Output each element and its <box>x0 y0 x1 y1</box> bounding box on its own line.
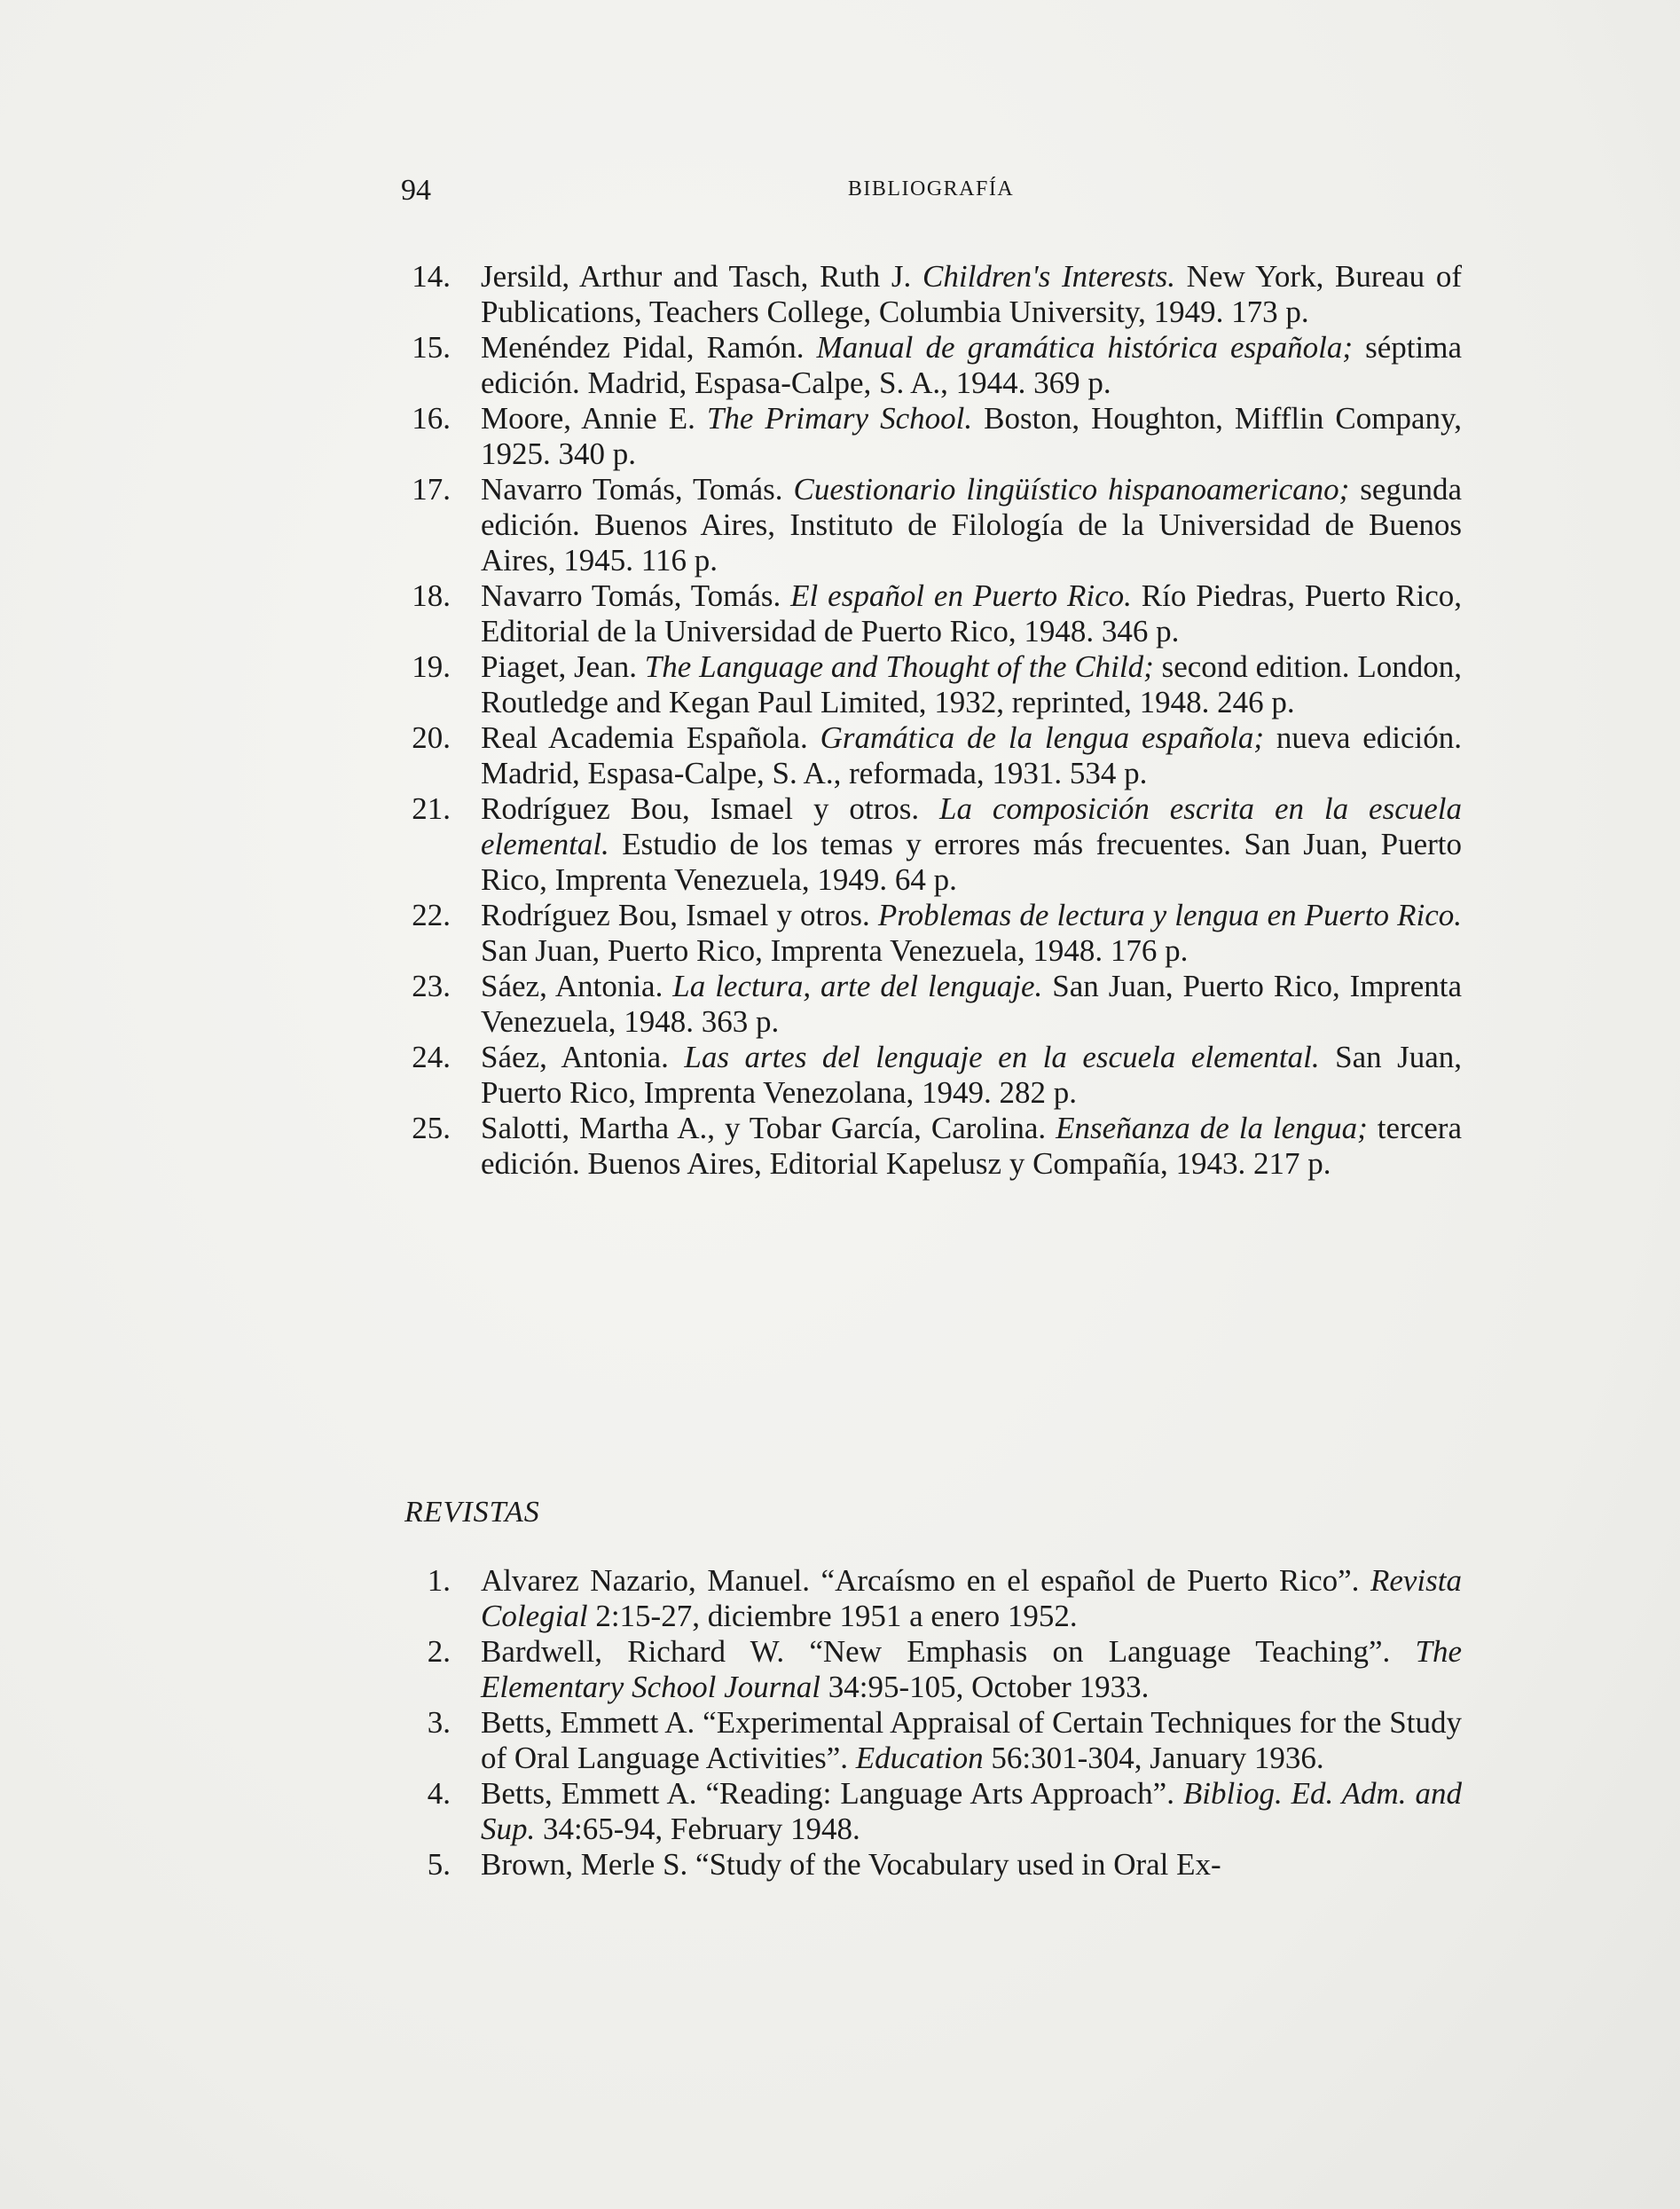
entry-author: Sáez, Antonia. <box>481 1040 685 1074</box>
bibliography-entry <box>404 791 1462 898</box>
entry-text <box>481 1847 1462 1883</box>
bibliography-entry <box>404 1634 1462 1705</box>
bibliography-entry <box>404 259 1462 330</box>
bibliography-entry <box>404 649 1462 720</box>
entry-author: Brown, Merle S. “Study of the Vocabulary used in Oral Ex- <box>481 1847 1221 1882</box>
bibliography-entry <box>404 720 1462 791</box>
entry-text <box>481 1040 1462 1111</box>
entry-publication: San Juan, Puerto Rico, Imprenta Venezuela, 1948. 363 p. <box>481 969 1462 1039</box>
entry-publication: San Juan, Puerto Rico, Imprenta Venezolana, 1949. 282 p. <box>481 1040 1463 1110</box>
entry-author: Sáez, Antonia. <box>481 969 673 1003</box>
entry-title: Education <box>855 1741 984 1775</box>
entry-text <box>481 1563 1462 1634</box>
entry-number: 2. <box>427 1634 451 1669</box>
bibliography-entry <box>404 401 1462 472</box>
entry-number: 16. <box>412 401 451 436</box>
bibliography-entry <box>404 898 1462 969</box>
revistas-heading: REVISTAS <box>404 1496 540 1529</box>
entry-publication: nueva edición. Madrid, Espasa-Calpe, S. A., reformada, 1931. 534 p. <box>481 720 1462 790</box>
entry-number: 18. <box>412 578 451 613</box>
entry-number: 22. <box>412 898 451 932</box>
entry-title: The Language and Thought of the Child; <box>644 649 1154 684</box>
entry-number: 14. <box>412 259 451 294</box>
entry-text <box>481 578 1462 649</box>
entry-publication: 2:15-27, diciembre 1951 a enero 1952. <box>587 1599 1078 1633</box>
entry-publication: 34:95-105, October 1933. <box>820 1670 1150 1704</box>
entry-publication: Río Piedras, Puerto Rico, Editorial de la Universidad de Puerto Rico, 1948. 346 p. <box>481 578 1462 649</box>
entry-title: The Elementary School Journal <box>481 1634 1462 1704</box>
entry-publication: Boston, Houghton, Mifflin Company, 1925. 340 p. <box>481 401 1462 471</box>
bibliography-entry <box>404 969 1462 1040</box>
entry-author: Bardwell, Richard W. “New Emphasis on Language Teaching”. <box>481 1634 1416 1669</box>
entry-text <box>481 898 1462 969</box>
entry-text <box>481 969 1462 1040</box>
entry-publication: second edition. London, Routledge and Kegan Paul Limited, 1932, reprinted, 1948. 246 p. <box>481 649 1462 719</box>
entry-title: La composición escrita en la escuela elemental. <box>481 791 1462 861</box>
bibliography-entry <box>404 1040 1462 1111</box>
entry-author: Navarro Tomás, Tomás. <box>481 578 791 613</box>
bibliography-entry <box>404 1705 1462 1776</box>
entry-title: Las artes del lenguaje en la escuela elemental. <box>684 1040 1320 1074</box>
bibliography-entry <box>404 472 1462 578</box>
entry-number: 4. <box>427 1776 451 1811</box>
bibliography-entry <box>404 1111 1462 1182</box>
entry-publication: Estudio de los temas y errores más frecuentes. San Juan, Puerto Rico, Imprenta Venezuela, 1949. 64 p. <box>481 827 1462 897</box>
entry-text <box>481 791 1462 898</box>
entry-text <box>481 330 1462 401</box>
entry-author: Menéndez Pidal, Ramón. <box>481 330 817 365</box>
entry-number: 15. <box>412 330 451 365</box>
entry-number: 19. <box>412 649 451 684</box>
entry-text <box>481 401 1462 472</box>
entry-text <box>481 259 1462 330</box>
entry-publication: 56:301-304, January 1936. <box>983 1741 1324 1775</box>
entry-publication: San Juan, Puerto Rico, Imprenta Venezuela, 1948. 176 p. <box>481 933 1189 968</box>
entry-title: Bibliog. Ed. Adm. and Sup. <box>481 1776 1462 1846</box>
running-title: BIBLIOGRAFÍA <box>847 177 1015 200</box>
entry-publication: 34:65-94, February 1948. <box>535 1812 860 1846</box>
entry-publication: tercera edición. Buenos Aires, Editorial Kapelusz y Compañía, 1943. 217 p. <box>481 1111 1462 1181</box>
entry-number: 1. <box>427 1563 451 1598</box>
entry-publication: séptima edición. Madrid, Espasa-Calpe, S. A., 1944. 369 p. <box>481 330 1462 400</box>
bibliography-entry <box>404 578 1462 649</box>
page-number: 94 <box>401 174 431 207</box>
entry-author: Jersild, Arthur and Tasch, Ruth J. <box>481 259 922 294</box>
revistas-list <box>404 1563 1462 1883</box>
bibliography-entry <box>404 1847 1462 1883</box>
entry-text <box>481 1634 1462 1705</box>
entry-author: Navarro Tomás, Tomás. <box>481 472 794 507</box>
entry-number: 23. <box>412 969 451 1003</box>
entry-title: Gramática de la lengua española; <box>820 720 1265 755</box>
entry-title: Manual de gramática histórica española; <box>816 330 1354 365</box>
entry-title: Cuestionario lingüístico hispanoamericano; <box>793 472 1350 507</box>
entry-text <box>481 1705 1462 1776</box>
entry-number: 25. <box>412 1111 451 1145</box>
entry-author: Piaget, Jean. <box>481 649 645 684</box>
entry-author: Betts, Emmett A. “Reading: Language Arts Approach”. <box>481 1776 1183 1811</box>
entry-number: 17. <box>412 472 451 507</box>
entry-number: 24. <box>412 1040 451 1074</box>
entry-number: 3. <box>427 1705 451 1740</box>
entry-text <box>481 1776 1462 1847</box>
entry-author: Salotti, Martha A., y Tobar García, Carolina. <box>481 1111 1056 1145</box>
entry-title: Revista Colegial <box>481 1563 1462 1633</box>
bibliography-entry <box>404 1563 1462 1634</box>
entry-title: El español en Puerto Rico. <box>790 578 1132 613</box>
entry-text <box>481 472 1462 578</box>
entry-author: Betts, Emmett A. “Experimental Appraisal of Certain Techniques for the Study of Oral Language Activities”. <box>481 1705 1462 1775</box>
entry-author: Rodríguez Bou, Ismael y otros. <box>481 791 940 826</box>
entry-title: The Primary School. <box>706 401 973 436</box>
entry-publication: segunda edición. Buenos Aires, Instituto de Filología de la Universidad de Buenos Aires, 1945. 116 p. <box>481 472 1462 578</box>
entry-number: 5. <box>427 1847 451 1882</box>
bibliography-entry <box>404 1776 1462 1847</box>
entry-author: Moore, Annie E. <box>481 401 707 436</box>
entry-text <box>481 649 1462 720</box>
entry-author: Alvarez Nazario, Manuel. “Arcaísmo en el español de Puerto Rico”. <box>481 1563 1370 1598</box>
entry-title: Problemas de lectura y lengua en Puerto Rico. <box>877 898 1462 932</box>
page-header <box>401 174 1461 209</box>
entry-text <box>481 720 1462 791</box>
entry-title: Children's Interests. <box>922 259 1175 294</box>
entry-author: Real Academia Española. <box>481 720 820 755</box>
entry-text <box>481 1111 1462 1182</box>
bibliography-list <box>404 259 1462 1182</box>
entry-title: La lectura, arte del lenguaje. <box>672 969 1043 1003</box>
entry-number: 21. <box>412 791 451 826</box>
bibliography-entry <box>404 330 1462 401</box>
entry-number: 20. <box>412 720 451 755</box>
entry-publication: New York, Bureau of Publications, Teachers College, Columbia University, 1949. 173 p. <box>481 259 1462 329</box>
entry-title: Enseñanza de la lengua; <box>1056 1111 1368 1145</box>
entry-author: Rodríguez Bou, Ismael y otros. <box>481 898 878 932</box>
